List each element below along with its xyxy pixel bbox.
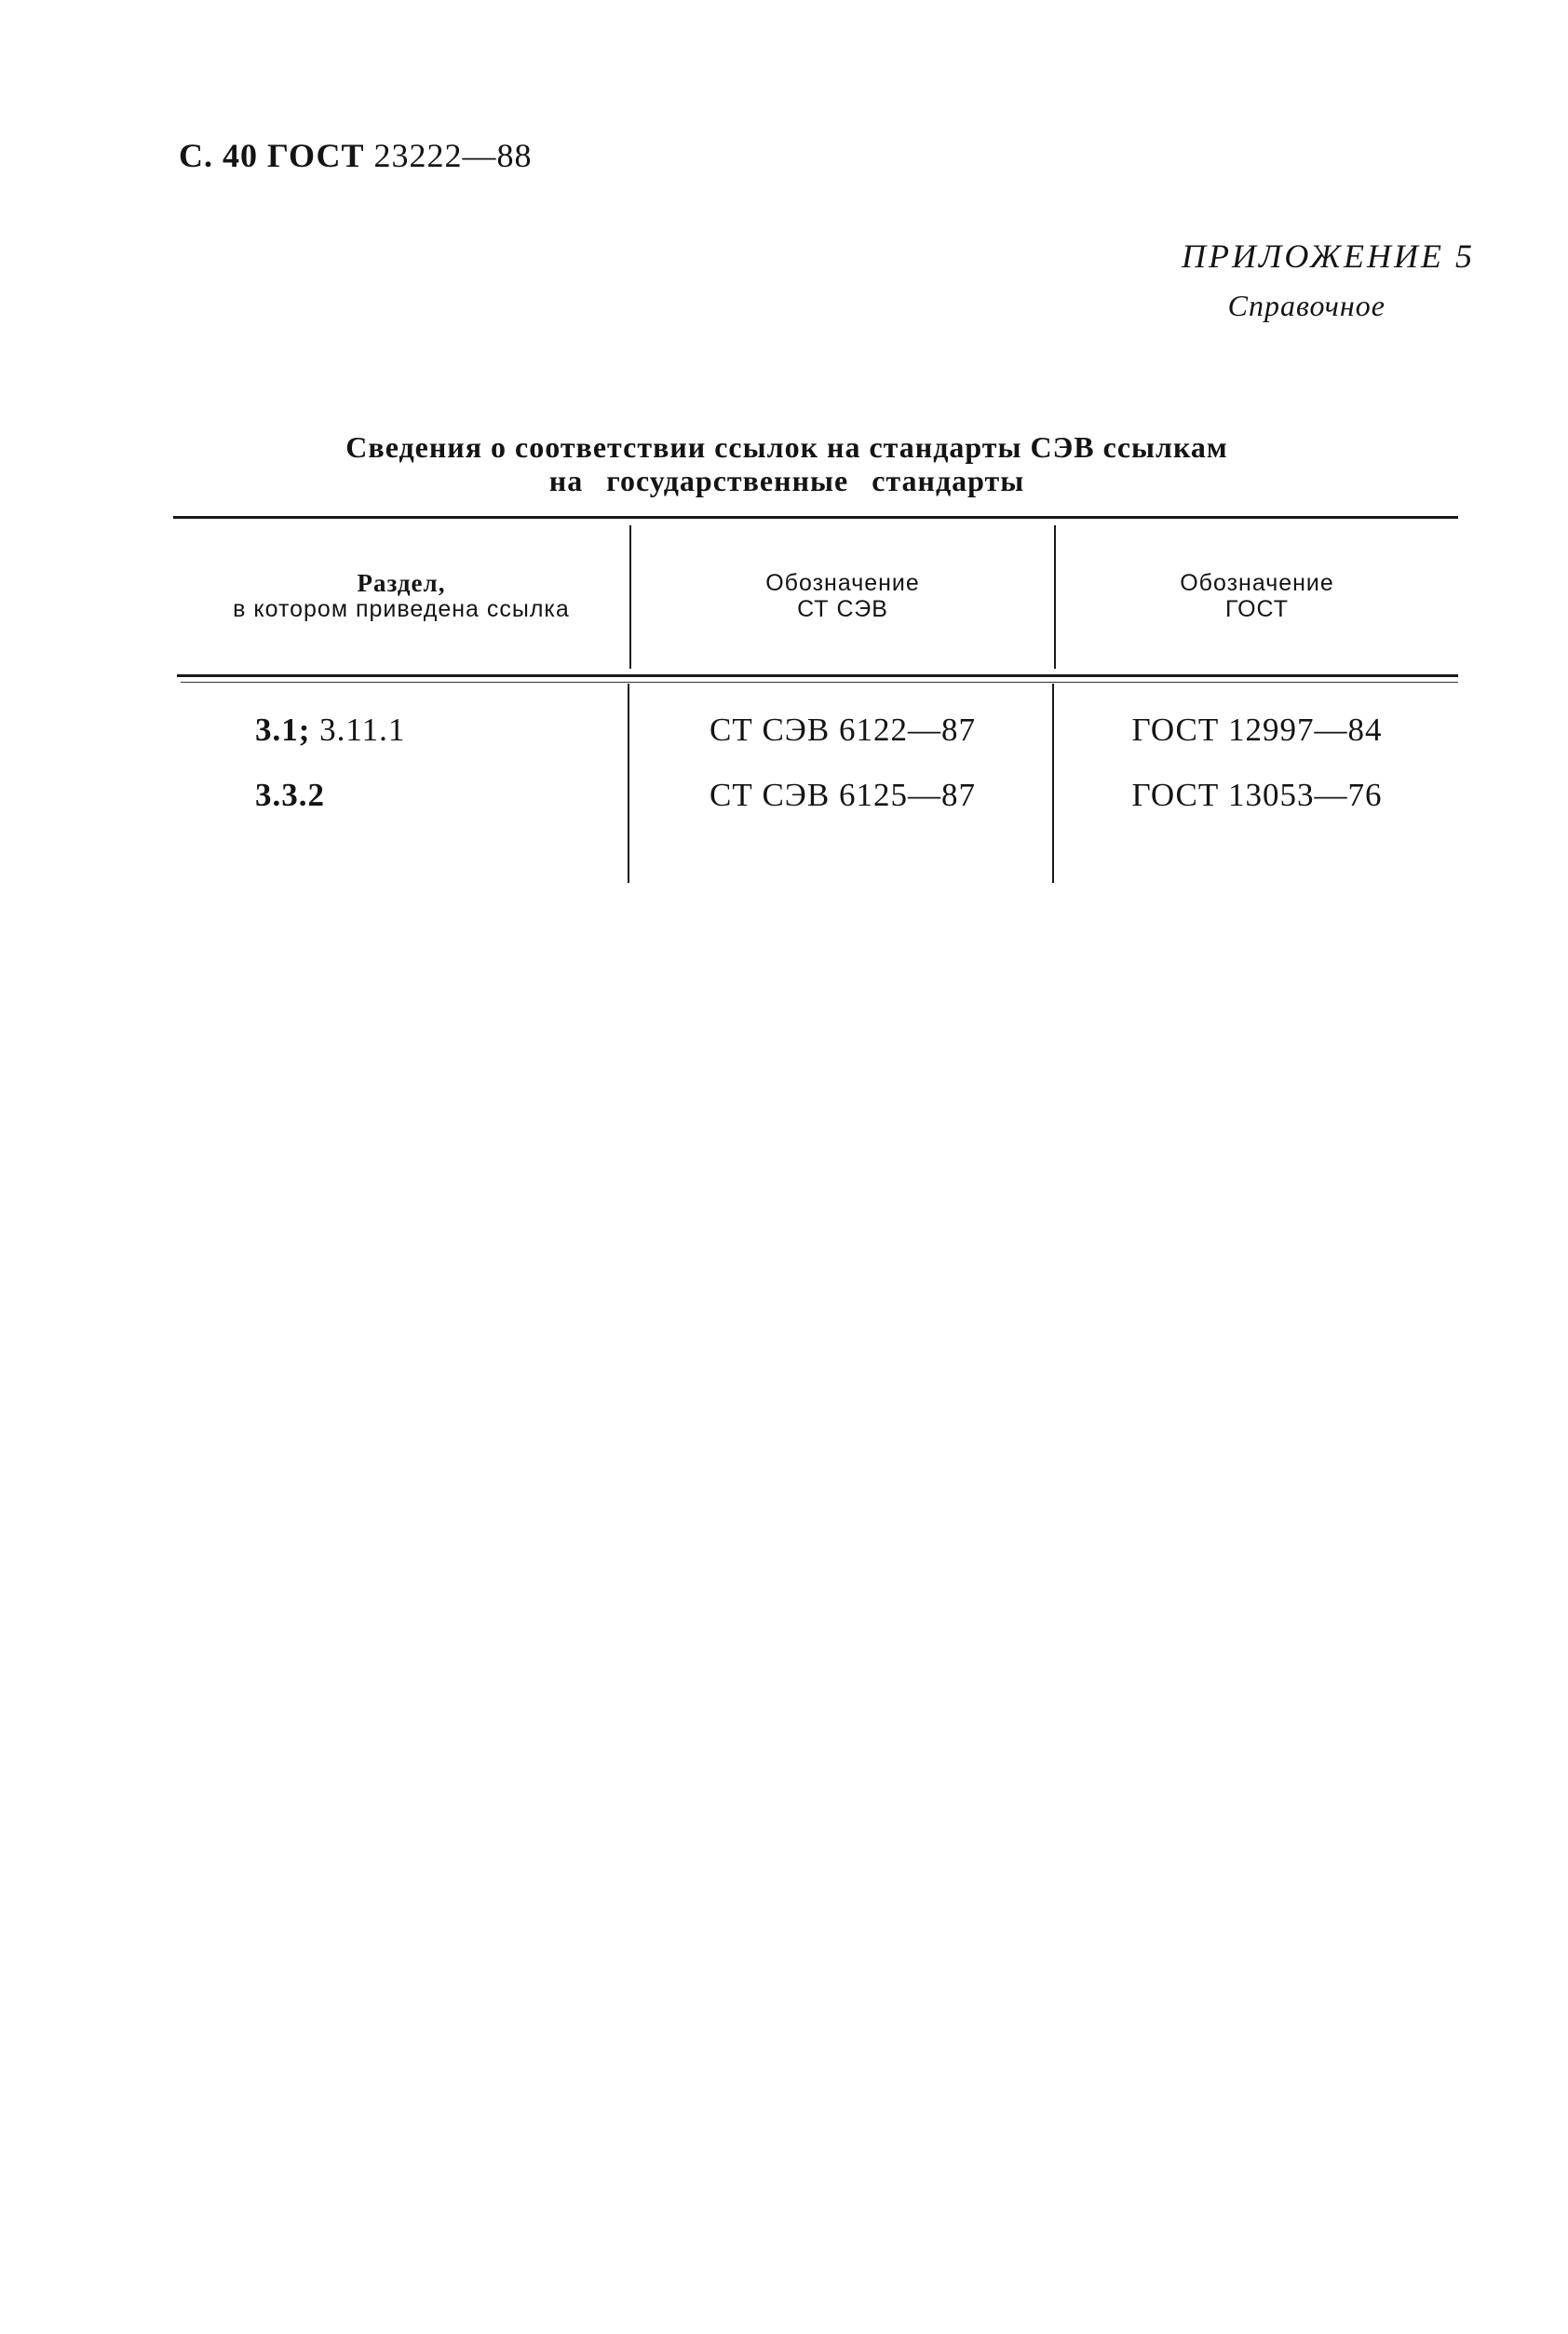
column-header-section-line1: Раздел, bbox=[357, 569, 446, 597]
column-header-gost bbox=[1056, 570, 1458, 622]
header-bottom-rule bbox=[177, 674, 1458, 677]
header-bottom-rule-thin bbox=[181, 682, 1458, 683]
column-header-cmea-line2: СТ СЭВ bbox=[797, 596, 888, 622]
table-top-rule bbox=[173, 516, 1458, 519]
page-number-prefix: С. 40 ГОСТ bbox=[179, 137, 365, 174]
row-cmea-designation: СТ СЭВ 6122—87 bbox=[709, 712, 977, 748]
appendix-label: ПРИЛОЖЕНИЕ 5 bbox=[1182, 237, 1475, 275]
row-cmea-designation: СТ СЭВ 6125—87 bbox=[709, 777, 977, 813]
column-header-section-line2: в котором приведена ссылка bbox=[233, 596, 570, 622]
column-header-cmea bbox=[631, 570, 1054, 622]
appendix-type: Справочное bbox=[1227, 289, 1386, 322]
table-row bbox=[173, 712, 1458, 767]
row-section bbox=[255, 777, 590, 814]
row-section-primary: 3.3.2 bbox=[255, 777, 325, 813]
column-header-gost-line1: Обозначение bbox=[1180, 570, 1334, 596]
row-section-secondary: 3.11.1 bbox=[310, 712, 406, 748]
table-row bbox=[173, 777, 1458, 833]
table-title-line1: Сведения о соответствии ссылок на стандарты СЭВ ссылкам bbox=[345, 430, 1228, 464]
column-header-gost-line2: ГОСТ bbox=[1224, 596, 1290, 622]
table-title-line2: на государственные стандарты bbox=[548, 464, 1025, 497]
page-header bbox=[179, 136, 532, 175]
column-header-cmea-line1: Обозначение bbox=[765, 570, 920, 596]
row-gost-designation: ГОСТ 12997—84 bbox=[1131, 712, 1383, 748]
reference-table bbox=[173, 516, 1458, 883]
column-header-section bbox=[173, 570, 629, 622]
table-title bbox=[168, 430, 1406, 497]
row-section-primary: 3.1; bbox=[255, 712, 311, 748]
row-gost-designation: ГОСТ 13053—76 bbox=[1131, 777, 1383, 813]
row-section bbox=[255, 712, 590, 749]
standard-number: 23222—88 bbox=[373, 137, 533, 174]
